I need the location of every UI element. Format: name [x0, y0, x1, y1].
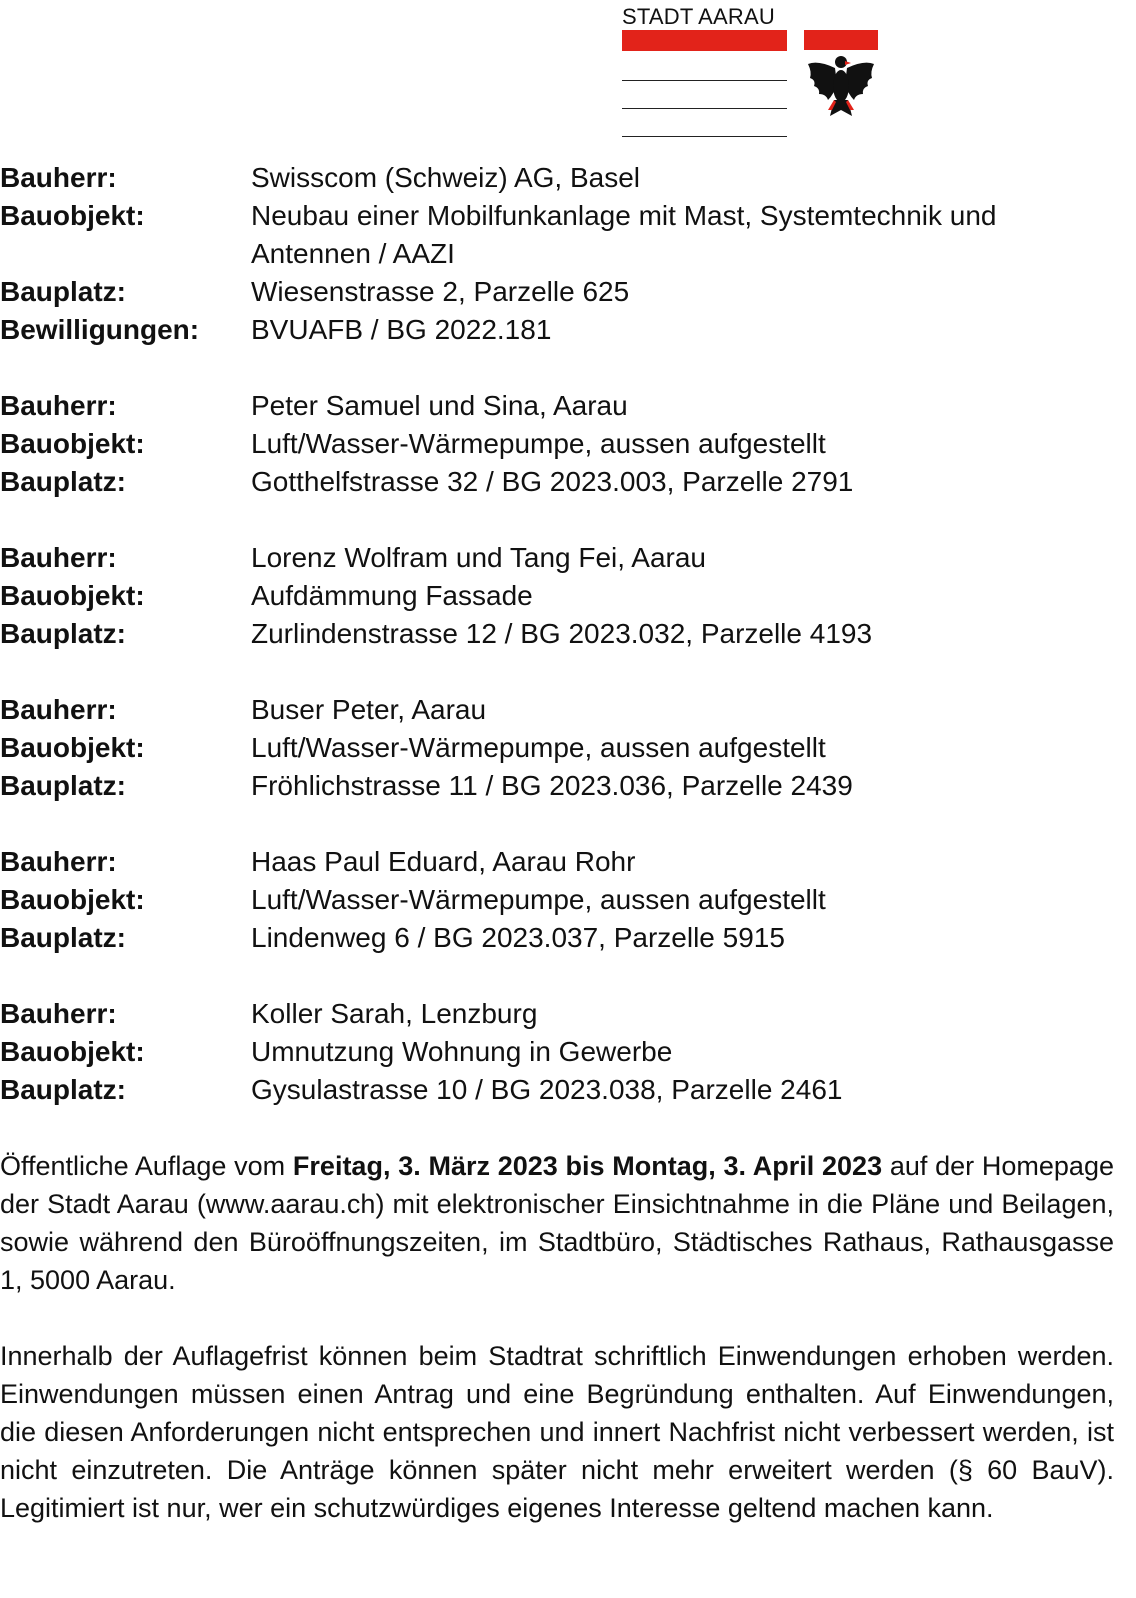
field-value: Fröhlichstrasse 11 / BG 2023.036, Parzelle 2439 — [251, 770, 853, 801]
entry-row — [0, 425, 1120, 463]
building-application — [0, 387, 1120, 501]
field-label: Bauherr: — [0, 846, 117, 877]
entry-row — [0, 387, 1120, 425]
field-label: Bauherr: — [0, 694, 117, 725]
field-label: Bauplatz: — [0, 466, 126, 497]
field-value: Umnutzung Wohnung in Gewerbe — [251, 1036, 673, 1067]
field-label: Bauherr: — [0, 998, 117, 1029]
entry-row — [0, 311, 1120, 349]
entry-row — [0, 1033, 1120, 1071]
building-application — [0, 691, 1120, 805]
field-value: Gysulastrasse 10 / BG 2023.038, Parzelle 2461 — [251, 1074, 843, 1105]
field-value: Wiesenstrasse 2, Parzelle 625 — [251, 276, 630, 307]
entry-row — [0, 539, 1120, 577]
field-label: Bauplatz: — [0, 276, 126, 307]
building-application — [0, 843, 1120, 957]
building-application — [0, 995, 1120, 1109]
field-label: Bauherr: — [0, 162, 117, 193]
field-label: Bauobjekt: — [0, 580, 145, 611]
entry-row — [0, 615, 1120, 653]
logo-rule — [622, 108, 787, 109]
field-value: Luft/Wasser-Wärmepumpe, aussen aufgestellt — [251, 884, 826, 915]
field-value: Lorenz Wolfram und Tang Fei, Aarau — [251, 542, 706, 573]
field-value: Neubau einer Mobilfunkanlage mit Mast, Systemtechnik und Antennen / AAZI — [251, 200, 997, 269]
field-value: Peter Samuel und Sina, Aarau — [251, 390, 628, 421]
field-value: Luft/Wasser-Wärmepumpe, aussen aufgestellt — [251, 428, 826, 459]
field-value: Lindenweg 6 / BG 2023.037, Parzelle 5915 — [251, 922, 785, 953]
entry-row — [0, 729, 1120, 767]
field-value: Haas Paul Eduard, Aarau Rohr — [251, 846, 636, 877]
field-value: Zurlindenstrasse 12 / BG 2023.032, Parzelle 4193 — [251, 618, 873, 649]
notice-period: Freitag, 3. März 2023 bis Montag, 3. April 2023 — [292, 1151, 883, 1181]
building-applications-list — [0, 159, 1120, 1147]
entry-row — [0, 843, 1120, 881]
field-label: Bauplatz: — [0, 770, 126, 801]
field-label: Bauobjekt: — [0, 732, 145, 763]
notice-text: auf der Homepage der Stadt Aarau (www.aarau.ch) mit elektronischer Einsichtnahme in die Pläne und Beilagen, sowie während den Büroöffnungszeiten, im Stadtbüro, Städtisches Rathaus, Rathausgasse 1, 5000 Aarau. — [0, 1151, 1114, 1295]
entry-row — [0, 881, 1120, 919]
field-value: Buser Peter, Aarau — [251, 694, 487, 725]
entry-row — [0, 919, 1120, 957]
field-value: Koller Sarah, Lenzburg — [251, 998, 538, 1029]
entry-row — [0, 463, 1120, 501]
eagle-coat-of-arms-icon — [804, 30, 878, 134]
field-label: Bauplatz: — [0, 618, 126, 649]
field-label: Bauplatz: — [0, 1074, 126, 1105]
field-label: Bauherr: — [0, 542, 117, 573]
notice-text: Öffentliche Auflage vom — [0, 1151, 293, 1181]
field-label: Bauplatz: — [0, 922, 126, 953]
objection-notice: Innerhalb der Auflagefrist können beim Stadtrat schriftlich Einwendungen erhoben werden. Einwendungen müssen einen Antrag und eine Begründung enthalten. Auf Einwendungen, die diesen Anforderungen nicht entsprechen und innert Nachfrist nicht verbessert werden, ist nicht einzutreten. Die Anträge können später nicht mehr erweitert werden (§ 60 BauV). Legitimiert ist nur, wer ein schutzwürdiges eigenes Interesse geltend machen kann. — [0, 1341, 1114, 1523]
field-value: BVUAFB / BG 2022.181 — [251, 314, 552, 345]
entry-row — [0, 691, 1120, 729]
field-label: Bauobjekt: — [0, 884, 145, 915]
entry-row — [0, 159, 1120, 197]
entry-row — [0, 197, 1120, 273]
field-label: Bauobjekt: — [0, 428, 145, 459]
entry-row — [0, 995, 1120, 1033]
entry-row — [0, 1071, 1120, 1109]
field-value: Luft/Wasser-Wärmepumpe, aussen aufgestellt — [251, 732, 826, 763]
field-value: Aufdämmung Fassade — [251, 580, 533, 611]
field-value: Gotthelfstrasse 32 / BG 2023.003, Parzelle 2791 — [251, 466, 854, 497]
brand-name: STADT AARAU — [622, 4, 775, 29]
entry-row — [0, 767, 1120, 805]
stadt-aarau-logo — [620, 0, 880, 140]
logo-rule — [622, 80, 787, 81]
logo-red-bar — [622, 30, 787, 51]
building-application — [0, 159, 1120, 349]
field-label: Bauobjekt: — [0, 1036, 145, 1067]
field-label: Bauobjekt: — [0, 200, 145, 231]
logo-rule — [622, 136, 787, 137]
field-label: Bewilligungen: — [0, 314, 200, 345]
entry-row — [0, 273, 1120, 311]
field-label: Bauherr: — [0, 390, 117, 421]
building-application — [0, 539, 1120, 653]
field-value: Swisscom (Schweiz) AG, Basel — [251, 162, 640, 193]
entry-row — [0, 577, 1120, 615]
public-display-notice — [0, 1147, 1114, 1299]
